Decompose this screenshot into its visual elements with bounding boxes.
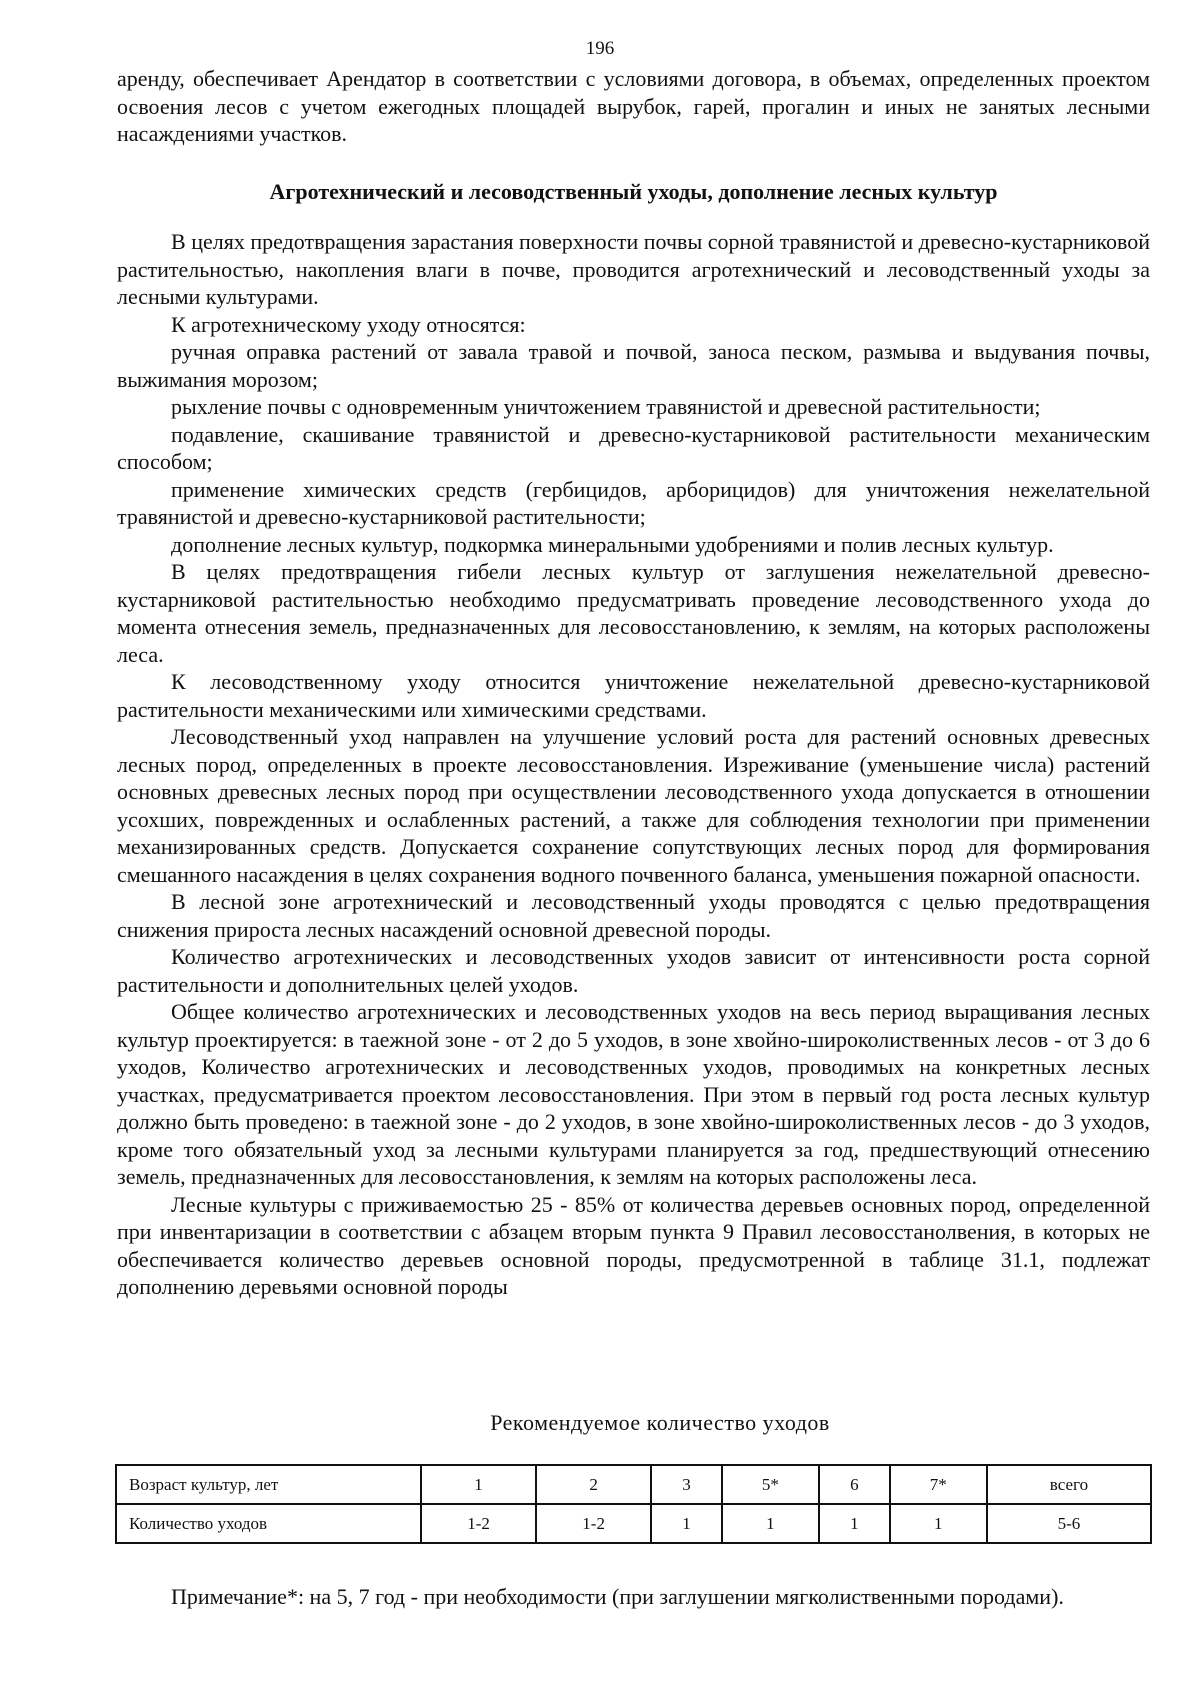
paragraph: применение химических средств (гербицидов, арборицидов) для уничтожения нежелательной травянистой и древесно-кустарниковой растительности; xyxy=(117,476,1150,529)
paragraph: К лесоводственному уходу относится уничтожение нежелательной древесно-кустарниковой растительности механическими или химическими средствами. xyxy=(117,669,1150,722)
table-cell: 1 xyxy=(819,1504,890,1543)
section-heading: Агротехнический и лесоводственный уходы, дополнение лесных культур xyxy=(269,179,998,204)
paragraph: дополнение лесных культур, подкормка минеральными удобрениями и полив лесных культур. xyxy=(171,531,1054,557)
intro-text xyxy=(117,65,1150,148)
table-cell: 3 xyxy=(651,1465,722,1504)
table-caption xyxy=(0,1409,1200,1436)
intro-paragraph: аренду, обеспечивает Арендатор в соответствии с условиями договора, в объемах, определенных проектом освоения лесов с учетом ежегодных площадей вырубок, гарей, прогалин и иных не занятых лесными насаждениями участков. xyxy=(117,66,1150,146)
paragraph: Лесоводственный уход направлен на улучшение условий роста для растений основных древесных лесных пород, определенных в проекте лесовосстановления. Изреживание (уменьшение числа) растений основных древесных лесных пород при осуществлении лесоводственного ухода допускается в отношении усохших, поврежденных и ослабленных растений, а также для соблюдения технологии при применении механизированных средств. Допускается сохранение сопутствующих лесных пород для формирования смешанного насаждения в целях сохранения водного почвенного баланса, уменьшения пожарной опасности. xyxy=(117,724,1150,887)
table-cell: 1 xyxy=(890,1504,987,1543)
table-cell: 5-6 xyxy=(987,1504,1151,1543)
table-cell: 5* xyxy=(722,1465,819,1504)
paragraph: К агротехническому уходу относятся: xyxy=(171,311,526,337)
table-cell: 1-2 xyxy=(421,1504,536,1543)
table-cell: 1 xyxy=(722,1504,819,1543)
body-text xyxy=(117,228,1150,1301)
table-cell: 1-2 xyxy=(536,1504,651,1543)
table-cell: 1 xyxy=(421,1465,536,1504)
table-cell: 6 xyxy=(819,1465,890,1504)
paragraph: Лесные культуры с приживаемостью 25 - 85% от количества деревьев основных пород, определенной при инвентаризации в соответствии с абзацем вторым пункта 9 Правил лесовосстанолвения, в которых не обеспечивается количество деревьев основной породы, предусмотренной в таблице 31.1, подлежат дополнению деревьями основной породы xyxy=(117,1191,1150,1299)
table-cell: 1 xyxy=(651,1504,722,1543)
table-row xyxy=(116,1504,1151,1543)
page-number: 196 xyxy=(585,38,615,59)
table-caption-text: Рекомендуемое количество уходов xyxy=(490,1410,830,1435)
care-count-table xyxy=(115,1464,1152,1544)
paragraph: Количество агротехнических и лесоводственных уходов зависит от интенсивности роста сорной растительности и дополнительных целей уходов. xyxy=(117,944,1150,997)
table-cell: 7* xyxy=(890,1465,987,1504)
table-row-label: Количество уходов xyxy=(116,1504,421,1543)
table-cell: всего xyxy=(987,1465,1151,1504)
paragraph: рыхление почвы с одновременным уничтожением травянистой и древесной растительности; xyxy=(171,394,1041,419)
table-note: Примечание*: на 5, 7 год - при необходимости (при заглушении мягколиственными породами). xyxy=(171,1584,1064,1609)
paragraph: Общее количество агротехнических и лесоводственных уходов на весь период выращивания лесных культур проектируется: в таежной зоне - от 2 до 5 уходов, в зоне хвойно-широколиственных лесов - от 3 до 6 уходов, Количество агротехнических и лесоводственных уходов, проводимых на конкретных лесных участках, предусматривается проектом лесовосстановления. При этом в первый год роста лесных культур должно быть проведено: в таежной зоне - до 2 уходов, в зоне хвойно-широколиственных лесов - до 3 уходов, кроме того обязательный уход за лесными культурами планируется за год, предшествующий отнесению земель, предназначенных для лесовосстановления, к землям на которых расположены леса. xyxy=(117,999,1150,1189)
table-row-label: Возраст культур, лет xyxy=(116,1465,421,1504)
paragraph: В лесной зоне агротехнический и лесоводственный уходы проводятся с целью предотвращения снижения прироста лесных насаждений основной древесной породы. xyxy=(117,889,1150,942)
paragraph: В целях предотвращения зарастания поверхности почвы сорной травянистой и древесно-кустарниковой растительностью, накопления влаги в почве, проводится агротехнический и лесоводственный уходы за лесными культурами. xyxy=(117,229,1150,309)
paragraph: В целях предотвращения гибели лесных культур от заглушения нежелательной древесно-кустарниковой растительностью необходимо предусматривать проведение лесоводственного ухода до момента отнесения земель, предназначенных для лесовосстановлению, к землям, на которых расположены леса. xyxy=(117,559,1150,667)
table-cell: 2 xyxy=(536,1465,651,1504)
paragraph: подавление, скашивание травянистой и древесно-кустарниковой растительности механическим способом; xyxy=(117,421,1150,474)
paragraph: ручная оправка растений от завала травой и почвой, заноса песком, размыва и выдувания почвы, выжимания морозом; xyxy=(117,339,1150,392)
table-row xyxy=(116,1465,1151,1504)
